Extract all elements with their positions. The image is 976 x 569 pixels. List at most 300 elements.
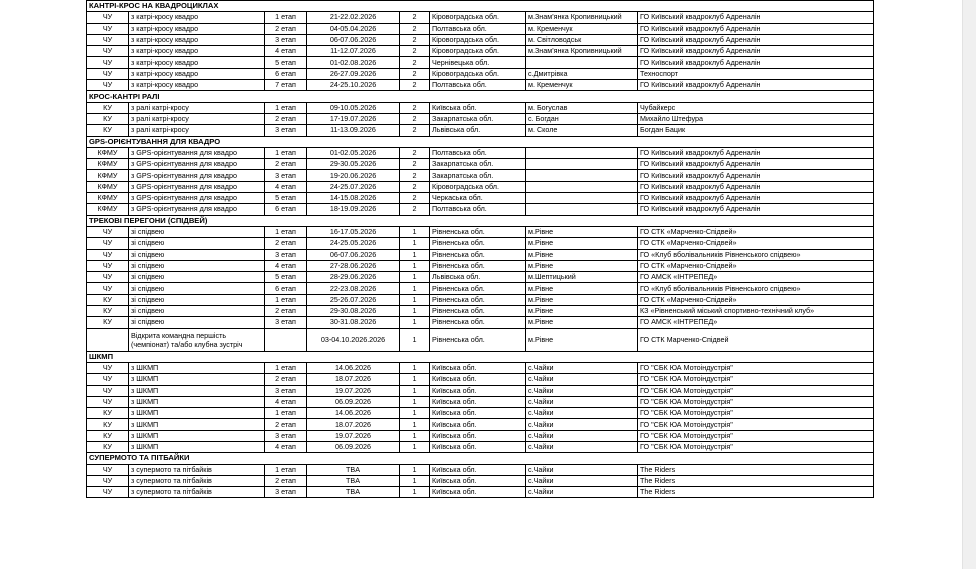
table-cell: 1 етап: [265, 294, 307, 305]
table-cell: КУ: [87, 408, 129, 419]
table-row: [87, 102, 874, 113]
table-cell: 18-19.09.2026: [307, 204, 400, 215]
table-cell: КФМУ: [87, 204, 129, 215]
table-cell: 2: [400, 147, 430, 158]
table-cell: с.Чайки: [526, 419, 638, 430]
table-cell: ГО АМСК «ІНТРЕПЕД»: [638, 317, 874, 328]
table-cell: Полтавська обл.: [430, 204, 526, 215]
table-cell: Київська обл.: [430, 362, 526, 373]
table-cell: 2 етап: [265, 419, 307, 430]
table-row: [87, 159, 874, 170]
section-header-cell: [400, 351, 430, 362]
table-cell: Київська обл.: [430, 487, 526, 498]
table-cell: Кіровоградська обл.: [430, 46, 526, 57]
table-cell: 4 етап: [265, 46, 307, 57]
section-header-cell: [638, 215, 874, 226]
table-row: [87, 294, 874, 305]
table-cell: 26-27.09.2026: [307, 68, 400, 79]
table-cell: 27-28.06.2026: [307, 260, 400, 271]
table-cell: 1 етап: [265, 408, 307, 419]
section-header-cell: [430, 136, 526, 147]
table-cell: м. Богуслав: [526, 102, 638, 113]
table-cell: 2: [400, 113, 430, 124]
table-cell: КУ: [87, 294, 129, 305]
table-row: [87, 57, 874, 68]
table-cell: КУ: [87, 102, 129, 113]
section-header-cell: [638, 351, 874, 362]
table-cell: с.Чайки: [526, 396, 638, 407]
table-cell: 6 етап: [265, 204, 307, 215]
table-cell: с.Чайки: [526, 408, 638, 419]
table-cell: 24-25.07.2026: [307, 181, 400, 192]
table-cell: 04-05.04.2026: [307, 23, 400, 34]
table-cell: ЧУ: [87, 46, 129, 57]
table-cell: 1: [400, 328, 430, 351]
table-cell: з GPS-орієнтування для квадро: [129, 204, 265, 215]
table-cell: 1: [400, 362, 430, 373]
table-cell: ГО СТК «Марченко-Спідвей»: [638, 238, 874, 249]
table-body: [87, 1, 874, 498]
table-cell: 06-07.06.2026: [307, 34, 400, 45]
table-cell: [87, 328, 129, 351]
table-cell: ГО СТК Марченко-Спідвей: [638, 328, 874, 351]
table-cell: ЧУ: [87, 80, 129, 91]
section-header-cell: [638, 91, 874, 102]
table-cell: Полтавська обл.: [430, 80, 526, 91]
table-cell: ЧУ: [87, 238, 129, 249]
table-cell: 5 етап: [265, 57, 307, 68]
table-cell: з супермото та пітбайків: [129, 464, 265, 475]
table-cell: Київська обл.: [430, 102, 526, 113]
table-cell: м.Знам'янка Кропивницький: [526, 12, 638, 23]
table-cell: м.Рівне: [526, 260, 638, 271]
table-cell: ГО СТК «Марченко-Спідвей»: [638, 294, 874, 305]
table-cell: ГО Київський квадроклуб Адреналін: [638, 170, 874, 181]
section-header: [87, 351, 874, 362]
table-cell: с.Чайки: [526, 487, 638, 498]
table-cell: 1: [400, 487, 430, 498]
table-cell: Київська обл.: [430, 475, 526, 486]
table-cell: [526, 193, 638, 204]
table-row: [87, 283, 874, 294]
table-cell: 4 етап: [265, 441, 307, 452]
section-header-cell: [526, 351, 638, 362]
table-cell: 14.06.2026: [307, 408, 400, 419]
table-cell: Київська обл.: [430, 385, 526, 396]
table-cell: з катрі-кросу квадро: [129, 23, 265, 34]
table-cell: 1: [400, 464, 430, 475]
section-header: [87, 453, 874, 464]
table-cell: з ШКМП: [129, 374, 265, 385]
table-cell: зі спідвею: [129, 272, 265, 283]
table-row: [87, 46, 874, 57]
section-header-cell: [430, 453, 526, 464]
section-header-cell: [307, 453, 400, 464]
section-header-cell: [638, 1, 874, 12]
section-header-cell: [430, 351, 526, 362]
table-cell: КУ: [87, 306, 129, 317]
table-cell: м. Кременчук: [526, 23, 638, 34]
table-cell: 3 етап: [265, 385, 307, 396]
table-cell: ГО Київський квадроклуб Адреналін: [638, 80, 874, 91]
section-header-cell: [307, 136, 400, 147]
table-row: [87, 125, 874, 136]
table-cell: 11-12.07.2026: [307, 46, 400, 57]
table-cell: КУ: [87, 419, 129, 430]
table-cell: Полтавська обл.: [430, 147, 526, 158]
table-cell: 4 етап: [265, 260, 307, 271]
table-cell: з ШКМП: [129, 419, 265, 430]
table-cell: з ШКМП: [129, 362, 265, 373]
table-cell: з GPS-орієнтування для квадро: [129, 159, 265, 170]
table-cell: ГО «Клуб вболівальників Рівненського спідвею»: [638, 249, 874, 260]
table-cell: м.Рівне: [526, 283, 638, 294]
table-cell: 2: [400, 193, 430, 204]
table-cell: 3 етап: [265, 34, 307, 45]
table-row: [87, 272, 874, 283]
table-cell: 2 етап: [265, 475, 307, 486]
table-row: [87, 385, 874, 396]
table-cell: зі спідвею: [129, 306, 265, 317]
section-title: КРОС-КАНТРІ РАЛІ: [87, 91, 307, 102]
table-cell: 2: [400, 46, 430, 57]
table-cell: 2: [400, 68, 430, 79]
table-cell: с.Дмитрівка: [526, 68, 638, 79]
table-cell: 2: [400, 23, 430, 34]
table-row: [87, 487, 874, 498]
table-row: [87, 408, 874, 419]
section-header-cell: [307, 215, 400, 226]
table-cell: TBA: [307, 475, 400, 486]
table-cell: Закарпатська обл.: [430, 159, 526, 170]
table-row: [87, 306, 874, 317]
table-cell: 3 етап: [265, 430, 307, 441]
table-cell: Чернівецька обл.: [430, 57, 526, 68]
table-cell: КУ: [87, 113, 129, 124]
table-cell: КУ: [87, 441, 129, 452]
table-row: [87, 238, 874, 249]
table-cell: с.Чайки: [526, 362, 638, 373]
table-cell: ГО Київський квадроклуб Адреналін: [638, 23, 874, 34]
section-header-cell: [526, 1, 638, 12]
table-cell: 4 етап: [265, 396, 307, 407]
table-cell: ГО Київський квадроклуб Адреналін: [638, 46, 874, 57]
table-cell: м.Шептицький: [526, 272, 638, 283]
table-cell: 01-02.08.2026: [307, 57, 400, 68]
table-cell: м. Світловодськ: [526, 34, 638, 45]
table-cell: ЧУ: [87, 464, 129, 475]
section-header-cell: [526, 453, 638, 464]
table-cell: 19.07.2026: [307, 385, 400, 396]
table-cell: 1: [400, 374, 430, 385]
table-row: [87, 113, 874, 124]
table-cell: з GPS-орієнтування для квадро: [129, 193, 265, 204]
table-cell: [526, 147, 638, 158]
table-cell: м.Рівне: [526, 306, 638, 317]
table-cell: 19-20.06.2026: [307, 170, 400, 181]
table-cell: 06.09.2026: [307, 441, 400, 452]
table-cell: ЧУ: [87, 374, 129, 385]
table-cell: 1 етап: [265, 362, 307, 373]
table-cell: ЧУ: [87, 283, 129, 294]
window-right-edge: [962, 0, 976, 569]
table-cell: Кіровоградська обл.: [430, 68, 526, 79]
table-cell: с. Богдан: [526, 113, 638, 124]
table-cell: з катрі-кросу квадро: [129, 34, 265, 45]
table-cell: 2: [400, 159, 430, 170]
table-cell: з катрі-кросу квадро: [129, 12, 265, 23]
table-cell: 1: [400, 441, 430, 452]
table-cell: Рівненська обл.: [430, 249, 526, 260]
table-cell: [526, 181, 638, 192]
table-cell: Рівненська обл.: [430, 238, 526, 249]
table-cell: 3 етап: [265, 249, 307, 260]
table-row: [87, 193, 874, 204]
table-cell: ГО Київський квадроклуб Адреналін: [638, 181, 874, 192]
table-row: [87, 170, 874, 181]
section-header-cell: [430, 215, 526, 226]
section-title: GPS-ОРІЄНТУВАННЯ ДЛЯ КВАДРО: [87, 136, 307, 147]
table-cell: Рівненська обл.: [430, 317, 526, 328]
table-cell: 1: [400, 385, 430, 396]
table-cell: 3 етап: [265, 487, 307, 498]
table-cell: Закарпатська обл.: [430, 170, 526, 181]
table-cell: 6 етап: [265, 283, 307, 294]
table-cell: Полтавська обл.: [430, 23, 526, 34]
table-row: [87, 396, 874, 407]
table-cell: зі спідвею: [129, 317, 265, 328]
section-header-cell: [638, 136, 874, 147]
section-header: [87, 215, 874, 226]
table-cell: Черкаська обл.: [430, 193, 526, 204]
table-row: [87, 328, 874, 351]
table-cell: з GPS-орієнтування для квадро: [129, 147, 265, 158]
table-cell: 1: [400, 260, 430, 271]
table-cell: 18.07.2026: [307, 419, 400, 430]
table-cell: Чубайкерс: [638, 102, 874, 113]
table-cell: 2: [400, 170, 430, 181]
table-row: [87, 430, 874, 441]
table-cell: 18.07.2026: [307, 374, 400, 385]
table-cell: з ШКМП: [129, 430, 265, 441]
table-cell: ГО Київський квадроклуб Адреналін: [638, 193, 874, 204]
table-cell: з GPS-орієнтування для квадро: [129, 170, 265, 181]
table-cell: 3 етап: [265, 125, 307, 136]
table-cell: 06.09.2026: [307, 396, 400, 407]
table-cell: Київська обл.: [430, 441, 526, 452]
table-cell: ГО СТК «Марченко-Спідвей»: [638, 226, 874, 237]
section-header-cell: [400, 215, 430, 226]
table-cell: Рівненська обл.: [430, 306, 526, 317]
table-cell: Рівненська обл.: [430, 260, 526, 271]
table-cell: 14-15.08.2026: [307, 193, 400, 204]
table-cell: з ШКМП: [129, 441, 265, 452]
table-cell: ГО Київський квадроклуб Адреналін: [638, 12, 874, 23]
table-cell: 7 етап: [265, 80, 307, 91]
table-cell: з ШКМП: [129, 396, 265, 407]
section-header-cell: [400, 1, 430, 12]
table-cell: TBA: [307, 464, 400, 475]
table-cell: КФМУ: [87, 170, 129, 181]
table-cell: м.Рівне: [526, 238, 638, 249]
table-cell: ГО Київський квадроклуб Адреналін: [638, 159, 874, 170]
table-cell: 24-25.05.2026: [307, 238, 400, 249]
table-cell: ЧУ: [87, 57, 129, 68]
table-cell: 3 етап: [265, 170, 307, 181]
table-cell: 14.06.2026: [307, 362, 400, 373]
section-header-cell: [430, 91, 526, 102]
table-cell: ГО "СБК ЮА Мотоіндустрія": [638, 408, 874, 419]
table-cell: ЧУ: [87, 475, 129, 486]
table-row: [87, 374, 874, 385]
table-cell: КФМУ: [87, 147, 129, 158]
table-cell: КФМУ: [87, 159, 129, 170]
table-cell: ГО СТК «Марченко-Спідвей»: [638, 260, 874, 271]
table-cell: зі спідвею: [129, 260, 265, 271]
section-header-cell: [307, 1, 400, 12]
table-cell: ГО "СБК ЮА Мотоіндустрія": [638, 362, 874, 373]
table-row: [87, 80, 874, 91]
table-cell: 1 етап: [265, 147, 307, 158]
section-title: ШКМП: [87, 351, 307, 362]
table-cell: ЧУ: [87, 385, 129, 396]
table-row: [87, 475, 874, 486]
table-cell: ЧУ: [87, 272, 129, 283]
table-row: [87, 464, 874, 475]
table-cell: 2 етап: [265, 238, 307, 249]
table-row: [87, 147, 874, 158]
table-cell: 2: [400, 57, 430, 68]
table-cell: ЧУ: [87, 226, 129, 237]
section-header: [87, 91, 874, 102]
table-cell: з GPS-орієнтування для квадро: [129, 181, 265, 192]
table-cell: Львівська обл.: [430, 272, 526, 283]
table-cell: Кіровоградська обл.: [430, 181, 526, 192]
table-cell: Рівненська обл.: [430, 328, 526, 351]
table-cell: з ралі катрі-кросу: [129, 125, 265, 136]
table-cell: 1 етап: [265, 464, 307, 475]
table-cell: 1 етап: [265, 12, 307, 23]
table-cell: Київська обл.: [430, 396, 526, 407]
section-header-cell: [526, 91, 638, 102]
table-cell: 16-17.05.2026: [307, 226, 400, 237]
table-cell: з катрі-кросу квадро: [129, 57, 265, 68]
table-cell: м.Рівне: [526, 317, 638, 328]
calendar-table: [86, 0, 874, 498]
table-cell: 25-26.07.2026: [307, 294, 400, 305]
table-cell: 2: [400, 181, 430, 192]
table-cell: 6 етап: [265, 68, 307, 79]
table-cell: The Riders: [638, 487, 874, 498]
section-header: [87, 1, 874, 12]
table-cell: з супермото та пітбайків: [129, 487, 265, 498]
table-cell: 1: [400, 283, 430, 294]
table-row: [87, 249, 874, 260]
table-cell: Рівненська обл.: [430, 294, 526, 305]
table-cell: 19.07.2026: [307, 430, 400, 441]
section-header-cell: [526, 215, 638, 226]
table-cell: 1: [400, 238, 430, 249]
table-cell: ЧУ: [87, 249, 129, 260]
table-row: [87, 34, 874, 45]
table-cell: 24-25.10.2026: [307, 80, 400, 91]
table-cell: КУ: [87, 430, 129, 441]
table-cell: ГО "СБК ЮА Мотоіндустрія": [638, 441, 874, 452]
table-cell: м.Знам'янка Кропивницький: [526, 46, 638, 57]
table-cell: Рівненська обл.: [430, 283, 526, 294]
table-cell: 2: [400, 80, 430, 91]
table-cell: Михайло Штефура: [638, 113, 874, 124]
table-cell: 22-23.08.2026: [307, 283, 400, 294]
section-header-cell: [430, 1, 526, 12]
table-cell: ГО АМСК «ІНТРЕПЕД»: [638, 272, 874, 283]
table-cell: [526, 57, 638, 68]
table-cell: ГО Київський квадроклуб Адреналін: [638, 147, 874, 158]
table-cell: ЧУ: [87, 396, 129, 407]
table-cell: 5 етап: [265, 272, 307, 283]
table-cell: ГО "СБК ЮА Мотоіндустрія": [638, 430, 874, 441]
table-cell: ЧУ: [87, 34, 129, 45]
table-cell: 1: [400, 419, 430, 430]
table-cell: зі спідвею: [129, 226, 265, 237]
table-cell: ЧУ: [87, 23, 129, 34]
table-row: [87, 12, 874, 23]
table-cell: ЧУ: [87, 487, 129, 498]
table-row: [87, 226, 874, 237]
table-cell: м.Рівне: [526, 249, 638, 260]
table-row: [87, 204, 874, 215]
table-cell: м.Рівне: [526, 294, 638, 305]
table-cell: Київська обл.: [430, 464, 526, 475]
table-cell: з ралі катрі-кросу: [129, 113, 265, 124]
table-cell: з катрі-кросу квадро: [129, 68, 265, 79]
table-cell: 2: [400, 125, 430, 136]
section-header-cell: [400, 136, 430, 147]
table-cell: с.Чайки: [526, 374, 638, 385]
table-cell: TBA: [307, 487, 400, 498]
table-cell: 1: [400, 249, 430, 260]
table-cell: 1: [400, 306, 430, 317]
section-header: [87, 136, 874, 147]
table-cell: 2: [400, 34, 430, 45]
section-header-cell: [307, 351, 400, 362]
table-cell: зі спідвею: [129, 283, 265, 294]
table-cell: 2 етап: [265, 374, 307, 385]
table-cell: Кіровоградська обл.: [430, 34, 526, 45]
table-cell: 2: [400, 12, 430, 23]
table-cell: 2 етап: [265, 23, 307, 34]
table-cell: зі спідвею: [129, 238, 265, 249]
table-cell: 2: [400, 102, 430, 113]
table-cell: ГО "СБК ЮА Мотоіндустрія": [638, 374, 874, 385]
table-cell: м. Сколе: [526, 125, 638, 136]
table-cell: 1: [400, 475, 430, 486]
table-cell: 29-30.05.2026: [307, 159, 400, 170]
table-cell: зі спідвею: [129, 294, 265, 305]
table-cell: 1: [400, 317, 430, 328]
table-cell: ГО «Клуб вболівальників Рівненського спідвею»: [638, 283, 874, 294]
table-cell: [526, 159, 638, 170]
table-cell: 1: [400, 408, 430, 419]
table-cell: ГО Київський квадроклуб Адреналін: [638, 34, 874, 45]
table-cell: Львівська обл.: [430, 125, 526, 136]
table-cell: Рівненська обл.: [430, 226, 526, 237]
table-row: [87, 317, 874, 328]
table-cell: [265, 328, 307, 351]
table-cell: м.Рівне: [526, 226, 638, 237]
table-cell: з супермото та пітбайків: [129, 475, 265, 486]
table-cell: ГО "СБК ЮА Мотоіндустрія": [638, 419, 874, 430]
